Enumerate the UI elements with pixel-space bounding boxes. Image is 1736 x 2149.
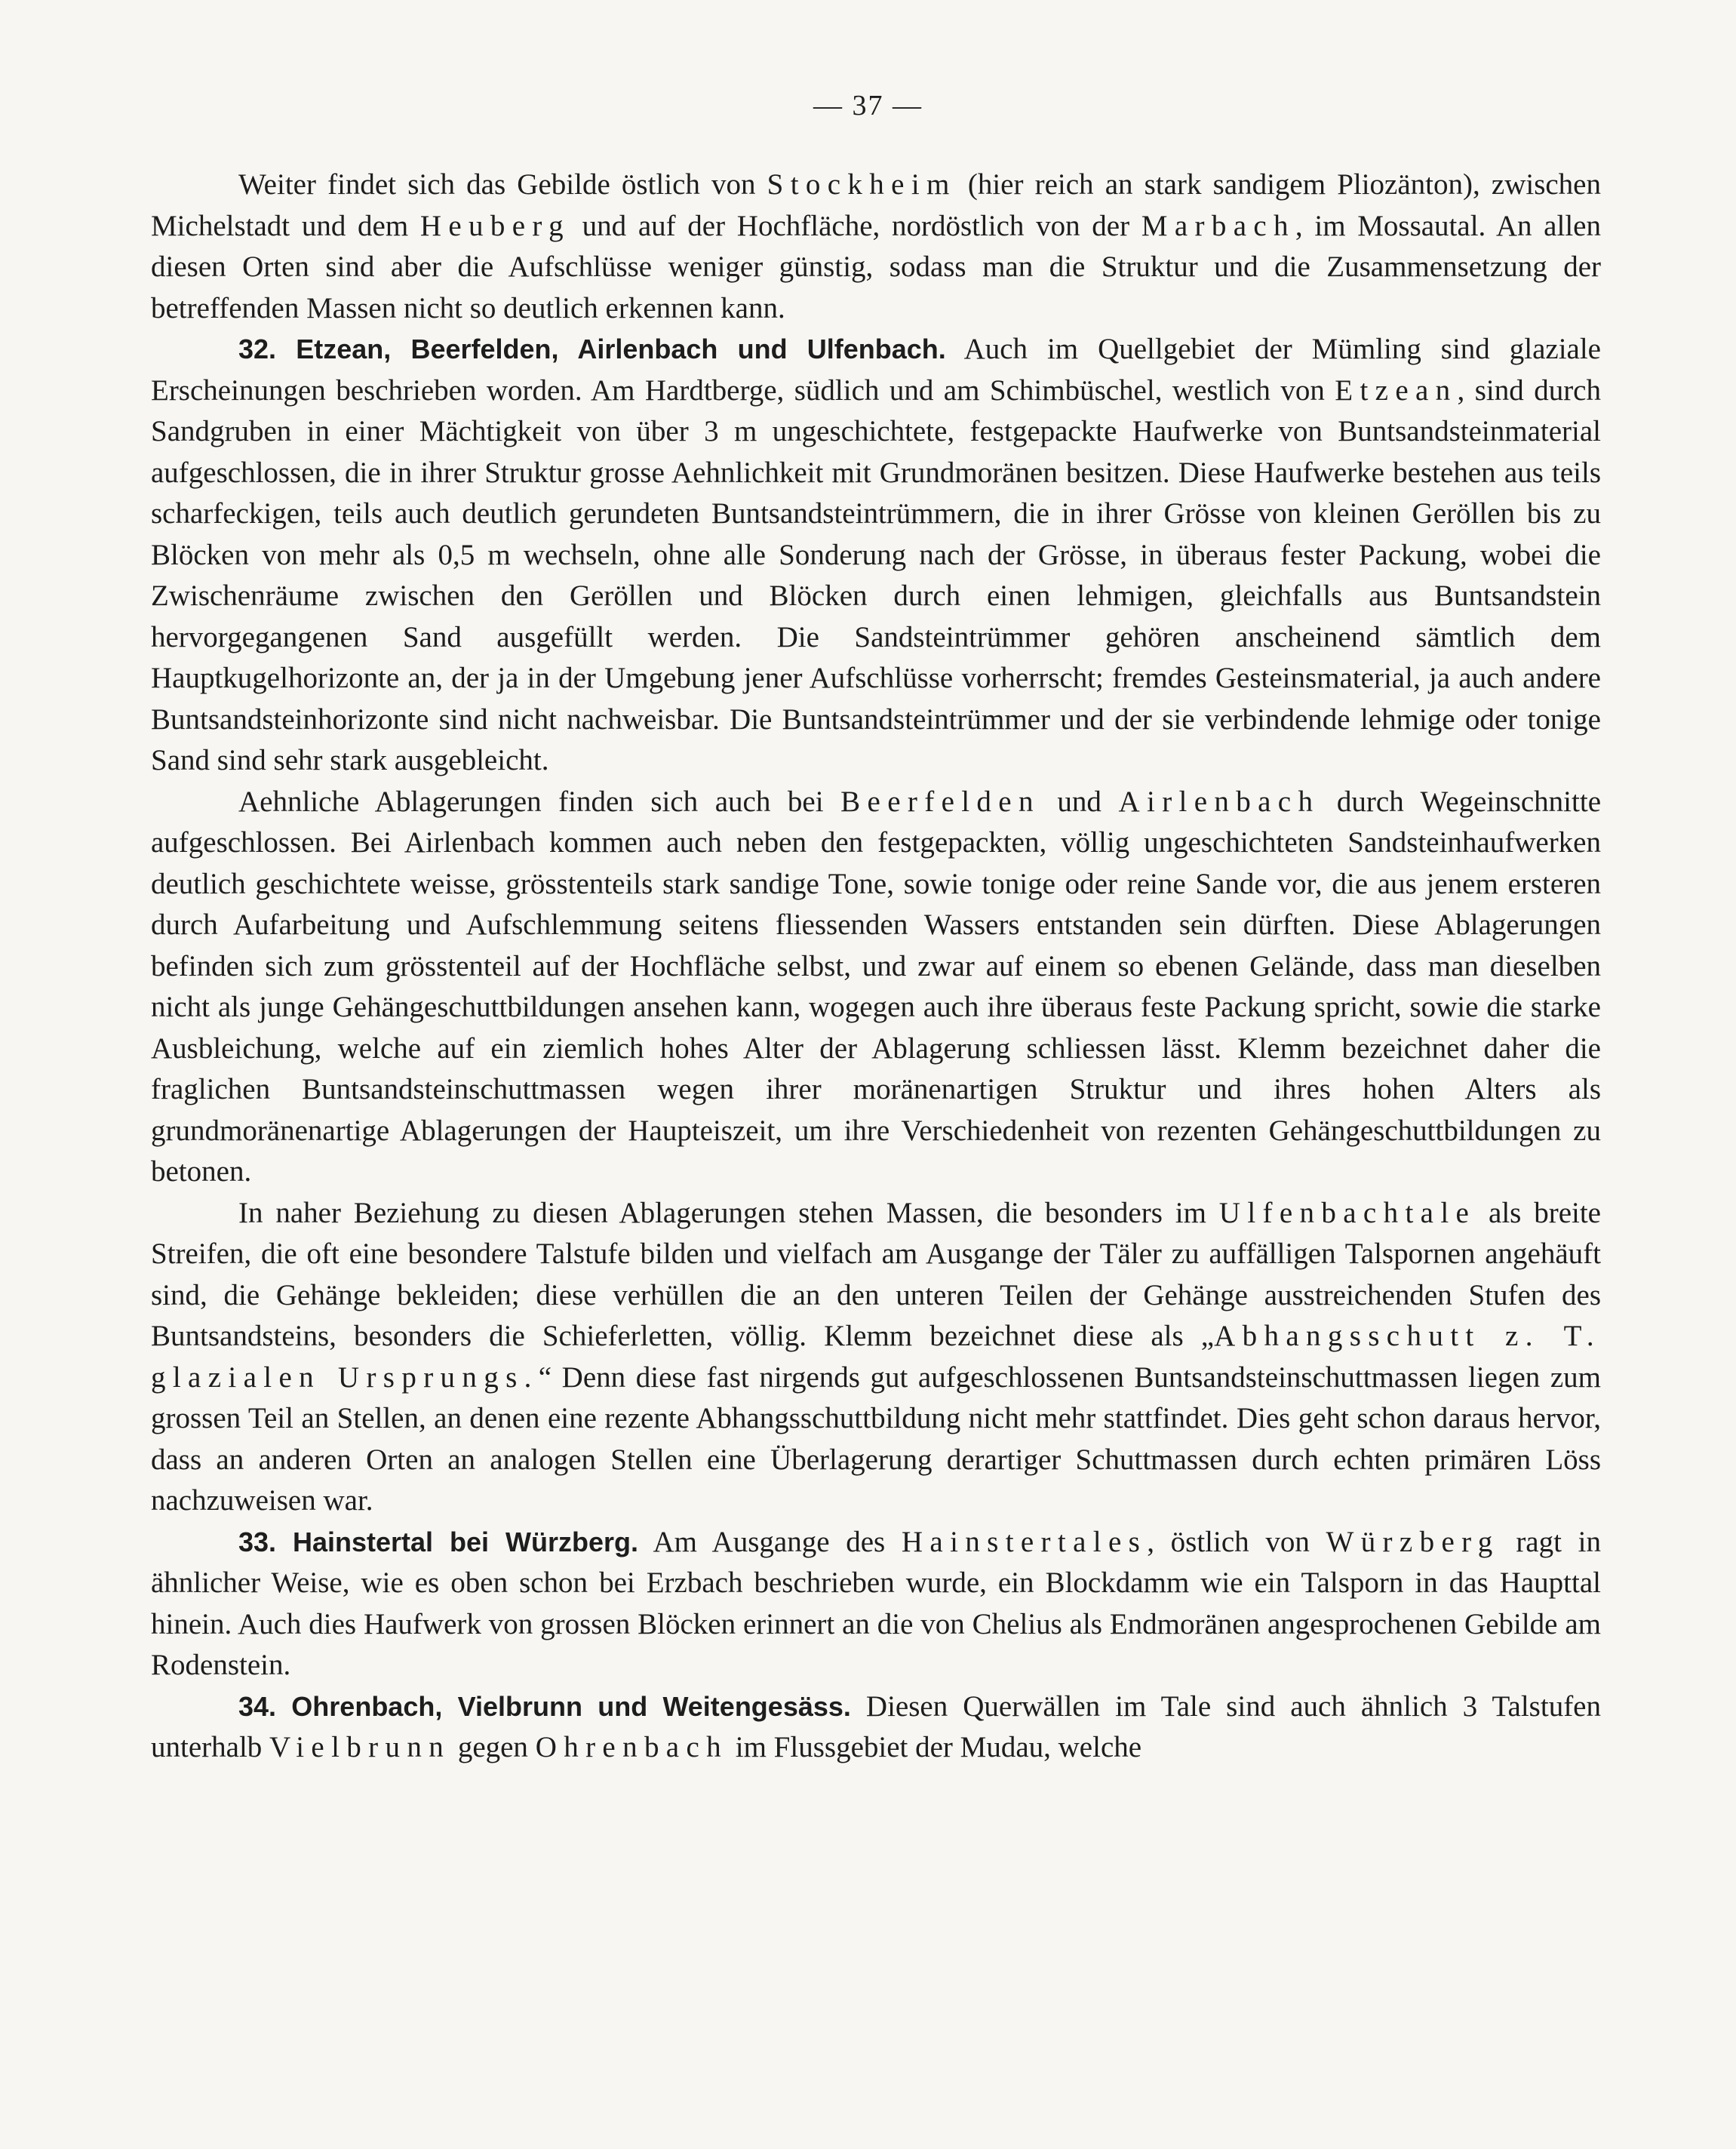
text-run: (hier reich an stark sandigem Pliozänton), zwischen Michelstadt und dem [151,168,1601,242]
place-name-airlenbach: Airlenbach [1118,785,1320,818]
text-run: , östlich von [1147,1525,1326,1558]
text-run: Am Ausgange des [638,1525,902,1558]
place-name-ulfenbachtale: Ulfenbachtale [1218,1196,1476,1229]
paragraph-ulfenbachtale [151,1193,1601,1522]
place-name-etzean: Etzean [1335,374,1458,407]
section-heading-33: 33. Hainstertal bei Würzberg. [238,1526,638,1557]
section-heading-32: 32. Etzean, Beerfelden, Airlenbach und Ulfenbach. [238,334,946,364]
text-run: als breite Streifen, die oft eine besondere Talstufe bilden und vielfach am Ausgange der Täler zu auffälligen Talspornen angehäuft sind, die Gehänge bekleiden; diese verhüllen die an den unteren Teilen der Gehänge ausstreichenden Stufen des Buntsandsteins, besonders die Schieferletten, völlig. Klemm bezeichnet diese als „ [151,1196,1601,1352]
text-run: , sind durch Sandgruben in einer Mächtigkeit von über 3 m ungeschichtete, festgepackte Haufwerke von Buntsandsteinmaterial aufgeschlossen, die in ihrer Struktur grosse Aehnlichkeit mit Grundmoränen besitzen. Diese Haufwerke bestehen aus teils scharfeckigen, teils auch deutlich gerundeten Buntsandsteintrümmern, die in ihrer Grösse von kleinen Geröllen bis zu Blöcken von mehr als 0,5 m wechseln, ohne alle Sonderung nach der Grösse, in überaus fester Packung, wobei die Zwischenräume zwischen den Geröllen und Blöcken durch einen lehmigen, gleichfalls aus Buntsandstein hervorgegangenen Sand ausgefüllt werden. Die Sandsteintrümmer gehören anscheinend sämtlich dem Hauptkugelhorizonte an, der ja in der Umgebung jener Aufschlüsse vorherrscht; fremdes Gesteinsmaterial, ja auch andere Buntsandsteinhorizonte sind nicht nachweisbar. Die Buntsandsteintrümmer und der sie verbindende lehmige oder tonige Sand sind sehr stark ausgebleicht. [151,374,1601,776]
text-run: Aehnliche Ablagerungen finden sich auch bei [238,785,841,818]
place-name-heuberg: Heuberg [419,209,570,242]
text-run: In naher Beziehung zu diesen Ablagerungen stehen Massen, die besonders im [238,1196,1219,1229]
text-run: Weiter findet sich das Gebilde östlich von [238,168,767,201]
place-name-hainstertal: Hainstertales [901,1525,1148,1558]
place-name-marbach: Marbach [1141,209,1295,242]
paragraph-section-33 [151,1522,1601,1686]
text-run: und auf der Hochfläche, nordöstlich von der [570,209,1141,242]
text-run: “ Denn diese fast nirgends gut aufgeschlossenen Buntsandsteinschuttmassen liegen zum grossen Teil an Stellen, an denen eine rezente Abhangsschuttbildung nicht mehr stattfindet. Dies geht schon daraus hervor, dass an anderen Orten an analogen Stellen eine Überlagerung derartiger Schuttmassen durch echten primären Löss nachzuweisen war. [151,1360,1601,1517]
term-abhangsschutt: Abhangsschutt z. T. glazialen Ursprungs. [151,1320,1602,1394]
paragraph-beerfelden [151,782,1601,1193]
text-run: Auch im Quellgebiet der Mümling sind glaziale Erscheinungen beschrieben worden. Am Hardtberge, südlich und am Schimbüschel, westlich von [151,333,1601,407]
body-text [151,164,1601,1769]
paragraph-section-34 [151,1686,1601,1769]
text-run: durch Wegeinschnitte aufgeschlossen. Bei Airlenbach kommen auch neben den festgepackten, völlig ungeschichteten Sandsteinhaufwerken deutlich geschichtete weisse, grösstenteils stark sandige Tone, sowie tonige oder reine Sande vor, die aus jenem ersteren durch Aufarbeitung und Aufschlemmung seitens fliessenden Wassers entstanden sein dürften. Diese Ablagerungen befinden sich zum grösstenteil auf der Hochfläche selbst, und zwar auf einem so ebenen Gelände, dass man dieselben nicht als junge Gehängeschuttbildungen ansehen kann, wogegen auch ihre überaus feste Packung spricht, sowie die starke Ausbleichung, welche auf ein ziemlich hohes Alter der Ablagerung schliessen lässt. Klemm bezeichnet daher die fraglichen Buntsandsteinschuttmassen wegen ihrer moränenartigen Struktur und ihres hohen Alters als grundmoränenartige Ablagerungen der Haupteiszeit, um ihre Verschiedenheit von rezenten Gehängeschuttbildungen zu betonen. [151,785,1601,1188]
text-run: gegen [450,1731,536,1763]
section-heading-34: 34. Ohrenbach, Vielbrunn und Weitengesäss. [238,1690,851,1722]
paragraph-section-32 [151,329,1601,782]
place-name-beerfelden: Beerfelden [840,785,1040,818]
place-name-vielbrunn: Vielbrunn [269,1731,451,1763]
text-run: im Flussgebiet der Mudau, welche [728,1731,1142,1763]
text-run: und [1040,785,1119,818]
paragraph-stockheim [151,164,1601,329]
place-name-wuerzberg: Würzberg [1326,1525,1500,1558]
place-name-stockheim: Stockheim [767,168,957,201]
text-run: ragt in ähnlicher Weise, wie es oben schon bei Erzbach beschrieben wurde, ein Blockdamm wie ein Talsporn in das Haupttal hinein. Auch dies Haufwerk von grossen Blöcken erinnert an die von Chelius als Endmoränen angesprochenen Gebilde am Rodenstein. [151,1525,1601,1681]
text-run: Diesen Querwällen im Tale sind auch ähnlich 3 Talstufen unterhalb [151,1689,1601,1763]
page-number: — 37 — [813,90,923,121]
place-name-ohrenbach: Ohrenbach [535,1731,729,1763]
text-run: , im Mossautal. An allen diesen Orten sind aber die Aufschlüsse weniger günstig, sodass man die Struktur und die Zusammensetzung der betreffenden Massen nicht so deutlich erkennen kann. [151,209,1601,324]
